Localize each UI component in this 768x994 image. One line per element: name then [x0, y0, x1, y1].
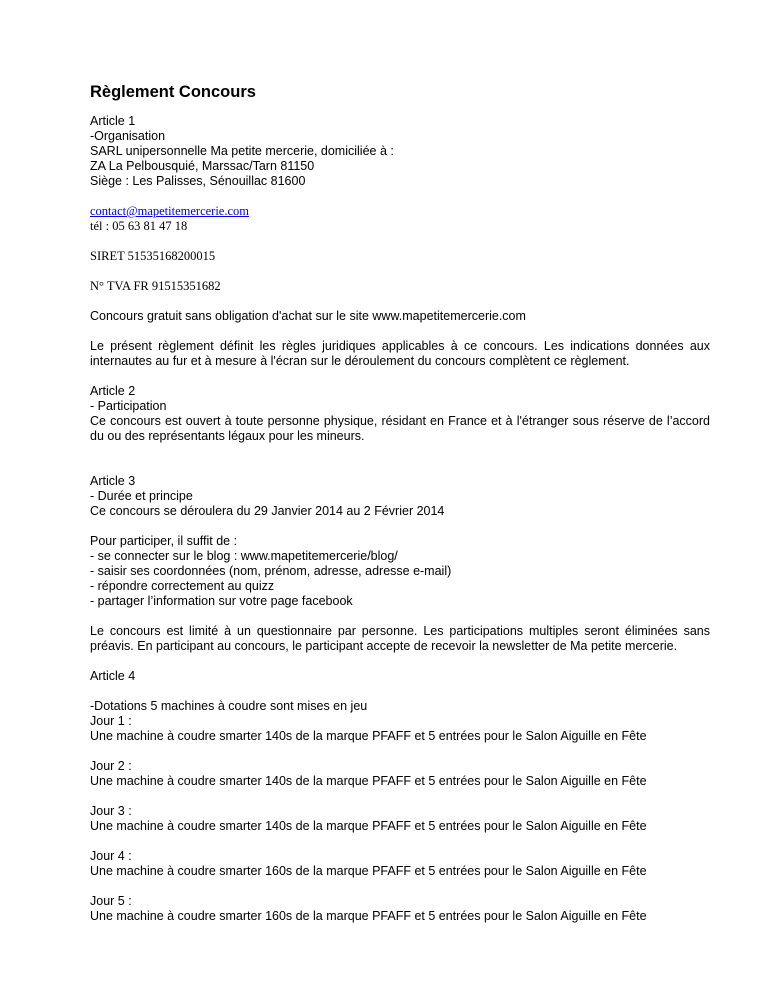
day-label: Jour 5 : [90, 894, 132, 908]
duree-subtitle: - Durée et principe [90, 489, 193, 503]
participation-subtitle: - Participation [90, 399, 167, 413]
day-prize: Une machine à coudre smarter 140s de la marque PFAFF et 5 entrées pour le Salon Aiguille en Fête [90, 774, 647, 788]
page-title: Règlement Concours [90, 83, 256, 101]
step-item: - saisir ses coordonnées (nom, prénom, adresse, adresse e-mail) [90, 564, 452, 578]
reglement-paragraph: Le présent règlement définit les règles juridiques applicables à ce concours. Les indications données aux internautes au fur et à mesure à l'écran sur le déroulement du concours complètent ce règlement. [90, 339, 710, 368]
article-2-heading: Article 2 [90, 384, 136, 398]
contact-email-link[interactable]: contact@mapetitemercerie.com [90, 204, 249, 218]
tva-text: N° TVA FR 91515351682 [90, 279, 221, 293]
dotation-day-2 [90, 759, 710, 789]
dotation-day-4 [90, 849, 710, 879]
step-item: - partager l’information sur votre page facebook [90, 594, 353, 608]
participation-steps [90, 534, 710, 609]
step-item: - répondre correctement au quizz [90, 579, 275, 593]
siret-text: SIRET 51535168200015 [90, 249, 216, 263]
article-4-heading: Article 4 [90, 669, 136, 683]
article-2-participation [90, 384, 710, 444]
company-name-line: SARL unipersonnelle Ma petite mercerie, domiciliée à : [90, 144, 394, 158]
day-label: Jour 4 : [90, 849, 132, 863]
contact-phone: tél : 05 63 81 47 18 [90, 219, 188, 233]
dotation-day-1 [90, 699, 710, 744]
day-prize: Une machine à coudre smarter 140s de la marque PFAFF et 5 entrées pour le Salon Aiguille en Fête [90, 729, 647, 743]
article-1-heading: Article 1 [90, 114, 136, 128]
article-3-heading: Article 3 [90, 474, 136, 488]
article-4-heading-block [90, 669, 710, 684]
tva-number [90, 279, 710, 294]
contact-block [90, 204, 710, 234]
dotations-text: -Dotations 5 machines à coudre sont mises en jeu [90, 699, 368, 713]
day-label: Jour 1 : [90, 714, 132, 728]
concours-statement [90, 309, 710, 324]
siret-number [90, 249, 710, 264]
document-body [90, 82, 710, 939]
concours-dates: Ce concours se déroulera du 29 Janvier 2014 au 2 Février 2014 [90, 504, 445, 518]
day-label: Jour 3 : [90, 804, 132, 818]
spacer [90, 459, 710, 474]
company-headquarters-line: Siège : Les Palisses, Sénouillac 81600 [90, 174, 306, 188]
article-1-organisation [90, 114, 710, 189]
company-address-line: ZA La Pelbousquié, Marssac/Tarn 81150 [90, 159, 315, 173]
step-item: - se connecter sur le blog : www.mapetitemercerie/blog/ [90, 549, 398, 563]
day-label: Jour 2 : [90, 759, 132, 773]
dotation-day-3 [90, 804, 710, 834]
concours-text: Concours gratuit sans obligation d'achat sur le site www.mapetitemercerie.com [90, 309, 526, 323]
dotation-day-5 [90, 894, 710, 924]
day-prize: Une machine à coudre smarter 160s de la marque PFAFF et 5 entrées pour le Salon Aiguille en Fête [90, 909, 647, 923]
limit-paragraph: Le concours est limité à un questionnaire par personne. Les participations multiples seront éliminées sans préavis. En participant au concours, le participant accepte de recevoir la newsletter de Ma petite mercerie. [90, 624, 710, 653]
participation-text: Ce concours est ouvert à toute personne physique, résidant en France et à l'étranger sous réserve de l’accord du ou des représentants légaux pour les mineurs. [90, 414, 710, 443]
day-prize: Une machine à coudre smarter 140s de la marque PFAFF et 5 entrées pour le Salon Aiguille en Fête [90, 819, 647, 833]
article-3-duree [90, 474, 710, 519]
day-prize: Une machine à coudre smarter 160s de la marque PFAFF et 5 entrées pour le Salon Aiguille en Fête [90, 864, 647, 878]
organisation-subtitle: -Organisation [90, 129, 166, 143]
steps-intro: Pour participer, il suffit de : [90, 534, 238, 548]
